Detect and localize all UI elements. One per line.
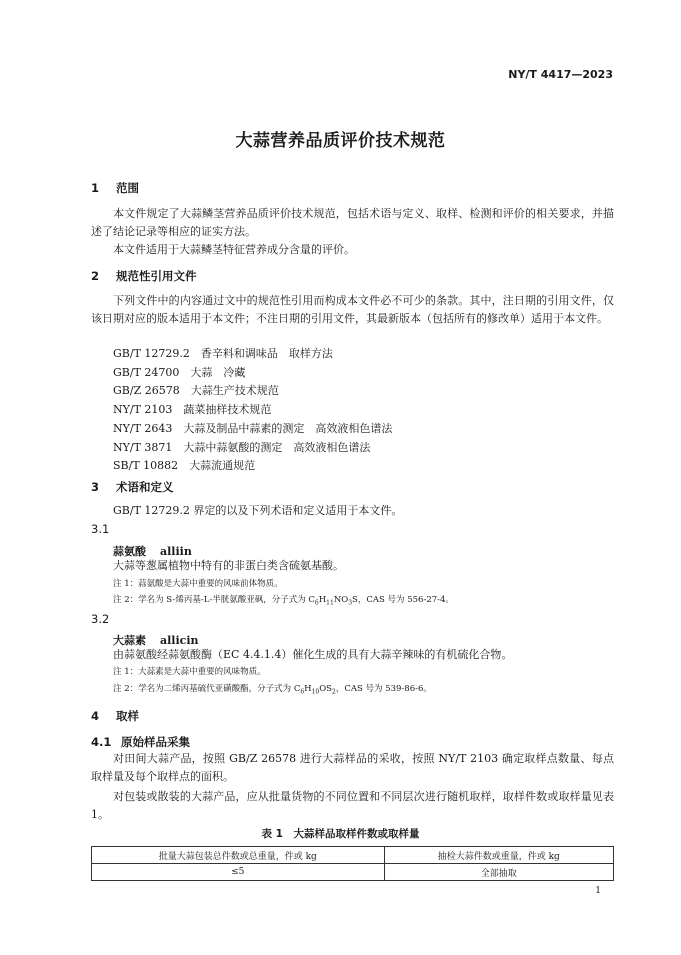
paragraph: 对田间大蒜产品，按照 GB/Z 26578 进行大蒜样品的采收，按照 NY/T 2103 确定取样点数量、每点取样量及每个取样点的面积。: [91, 752, 614, 783]
section-number: 3: [91, 480, 100, 494]
section-3-heading: [91, 479, 174, 495]
section-title: 原始样品采集: [121, 735, 190, 749]
paragraph: 本文件规定了大蒜鳞茎营养品质评价技术规范，包括术语与定义、取样、检测和评价的相关要求，并描述了结论记录等相应的证实方法。: [91, 207, 614, 238]
reference-item: GB/T 12729.2 香辛料和调味品 取样方法: [113, 347, 333, 360]
table-row: [92, 864, 614, 881]
standard-number: NY/T 4417—2023: [508, 68, 613, 81]
reference-item: GB/T 24700 大蒜 冷藏: [113, 365, 246, 379]
section-number: 4: [91, 709, 100, 723]
section-number: 2: [91, 269, 100, 283]
section-title: 范围: [116, 181, 139, 195]
note: 注 1：蒜氨酸是大蒜中重要的风味前体物质。: [113, 579, 283, 589]
term-en: allicin: [160, 634, 199, 647]
term-en: alliin: [160, 545, 192, 558]
reference-item: NY/T 3871 大蒜中蒜氨酸的测定 高效液相色谱法: [113, 440, 371, 454]
sampling-table: [91, 846, 614, 881]
table-cell: 全部抽取: [384, 864, 614, 881]
section-number: 1: [91, 181, 100, 195]
paragraph: 下列文件中的内容通过文中的规范性引用而构成本文件必不可少的条款。其中，注日期的引用文件，仅该日期对应的版本适用于本文件；不注日期的引用文件，其最新版本（包括所有的修改单）适用于本文件。: [91, 294, 614, 325]
table-caption: 表 1 大蒜样品取样件数或取样量: [261, 828, 420, 840]
reference-item: NY/T 2643 大蒜及制品中蒜素的测定 高效液相色谱法: [113, 421, 393, 435]
table-header-cell: 批量大蒜包装总件数或总重量，件或 kg: [92, 847, 385, 864]
term-definition: 由蒜氨酸经蒜氨酸酶（EC 4.4.1.4）催化生成的具有大蒜辛辣味的有机硫化合物。: [113, 648, 513, 661]
note: 注 1：大蒜素是大蒜中重要的风味物质。: [113, 667, 266, 677]
section-4-heading: [91, 708, 139, 724]
reference-item: SB/T 10882 大蒜流通规范: [113, 459, 256, 473]
section-4-body: [91, 750, 614, 824]
section-1-heading: [91, 180, 139, 196]
paragraph: 对包装或散装的大蒜产品，应从批量货物的不同位置和不同层次进行随机取样，取样件数或取样量见表 1。: [91, 790, 614, 821]
paragraph: 本文件适用于大蒜鳞茎特征营养成分含量的评价。: [113, 243, 355, 256]
subsection-4-1-heading: [91, 734, 190, 750]
section-1-body: [91, 205, 614, 259]
table-header-cell: 抽检大蒜件数或重量，件或 kg: [384, 847, 614, 864]
section-title: 取样: [116, 709, 139, 723]
term-zh: 大蒜素: [113, 634, 146, 647]
page-number: 1: [595, 886, 601, 896]
section-title: 规范性引用文件: [116, 269, 197, 283]
note: 注 2：学名为二烯丙基硫代亚磺酸酯，分子式为 $C_6H_{10}OS_2$，CAS 号为 539-86-6。: [113, 684, 432, 696]
note: 注 2：学名为 S-烯丙基-L-半胱氨酸亚砜，分子式为 $C_6H_{11}NO_3S$，CAS 号为 556-27-4。: [113, 595, 454, 607]
section-number: 4.1: [91, 735, 112, 749]
term-definition: 大蒜等葱属植物中特有的非蛋白类含硫氨基酸。: [113, 559, 344, 572]
section-2-heading: [91, 268, 197, 284]
section-title: 术语和定义: [116, 480, 174, 494]
document-title: 大蒜营养品质评价技术规范: [235, 131, 446, 151]
paragraph: GB/T 12729.2 界定的以及下列术语和定义适用于本文件。: [113, 504, 403, 517]
reference-list: [113, 345, 392, 476]
reference-item: NY/T 2103 蔬菜抽样技术规范: [113, 403, 272, 417]
term-number: 3.2: [91, 612, 110, 626]
table-cell: ≤5: [92, 864, 385, 881]
reference-item: GB/Z 26578 大蒜生产技术规范: [113, 384, 279, 398]
term-number: 3.1: [91, 522, 110, 536]
term-zh: 蒜氨酸: [113, 545, 146, 558]
section-2-body: [91, 292, 614, 328]
table-header-row: [92, 847, 614, 864]
